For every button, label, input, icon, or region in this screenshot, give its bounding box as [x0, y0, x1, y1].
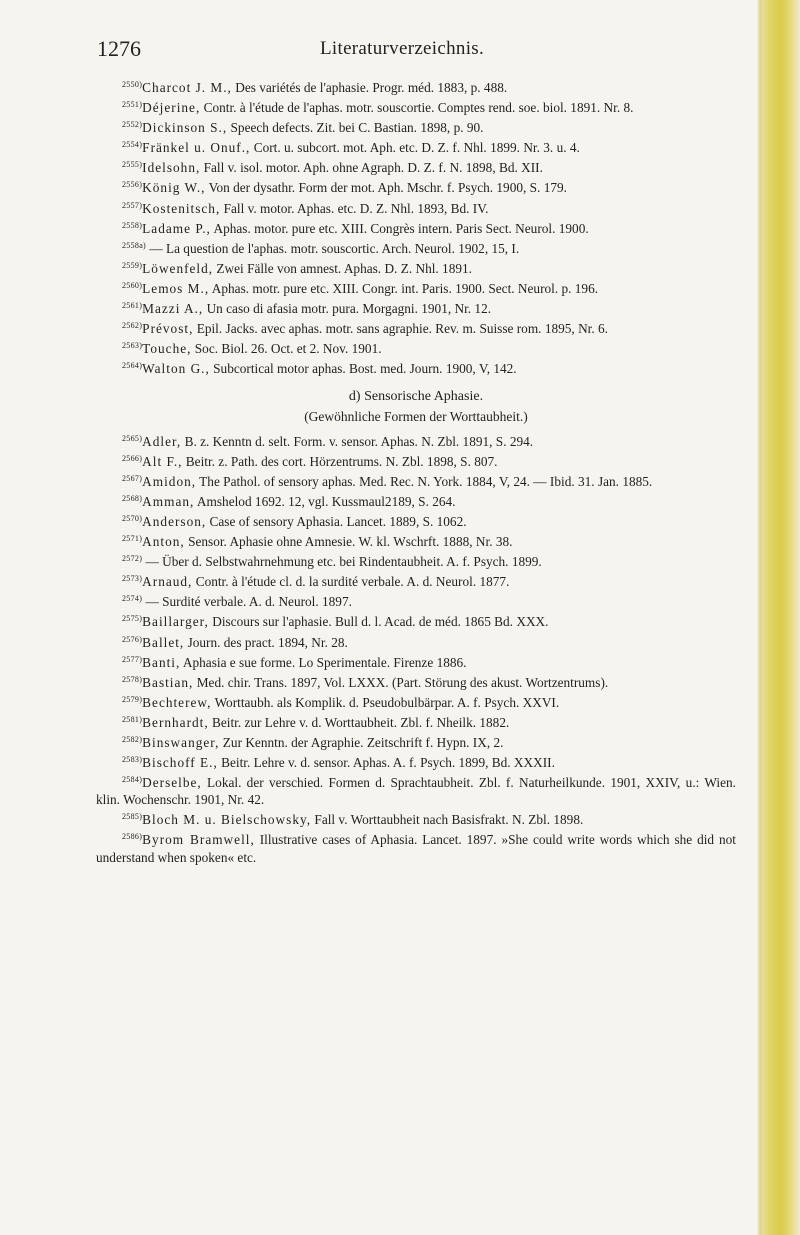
entry-author: Bischoff E., — [142, 755, 218, 771]
entry-number: 2565) — [122, 433, 143, 443]
bibliography-entry — [96, 470, 736, 490]
page-header — [0, 36, 760, 66]
entry-author: Mazzi A., — [142, 301, 204, 317]
bibliography-entry — [96, 691, 736, 711]
entry-number: 2558a) — [122, 240, 147, 250]
entry-number: 2574) — [122, 594, 143, 604]
entry-number: 2571) — [122, 534, 143, 544]
section-heading: d) Sensorische Aphasie. — [348, 389, 484, 405]
entry-author: Binswanger, — [142, 735, 220, 750]
entry-number: 2582) — [122, 735, 143, 744]
entry-text: Cort. u. subcort. mot. Aph. etc. D. Z. f. Nhl. 1899. Nr. 3. u. 4. — [250, 140, 580, 156]
entry-number: 2576) — [122, 634, 143, 644]
entry-author: Baillarger, — [142, 614, 209, 630]
entry-text: — La question de l'aphas. motr. souscortic. Arch. Neurol. 1902, 15, I. — [146, 240, 520, 256]
entry-number: 2567) — [122, 473, 143, 483]
bibliography-entry — [96, 631, 736, 651]
bibliography-entry — [96, 651, 736, 671]
bibliography-section-motor — [96, 76, 736, 377]
entry-author: Anton, — [142, 534, 185, 550]
bibliography-entry — [96, 450, 736, 470]
entry-number: 2581) — [122, 714, 143, 724]
entry-number: 2559) — [122, 260, 143, 270]
entry-author: Löwenfeld, — [142, 260, 214, 276]
bibliography-entry — [96, 217, 736, 237]
bibliography-entry — [96, 76, 736, 96]
entry-text: Fall v. isol. motor. Aph. ohne Agraph. D. Z. f. N. 1898, Bd. XII. — [200, 160, 543, 176]
entry-number: 2575) — [122, 614, 143, 624]
bibliography-entry — [96, 277, 736, 297]
entry-number: 2550) — [122, 80, 143, 89]
entry-number: 2566) — [122, 453, 143, 463]
bibliography-entry — [96, 176, 736, 196]
entry-text: Sensor. Aphasie ohne Amnesie. W. kl. Wschrft. 1888, Nr. 38. — [184, 534, 513, 550]
page-number: 1276 — [97, 36, 141, 61]
entry-number: 2554) — [122, 140, 143, 150]
entry-author: Ladame P., — [142, 220, 211, 236]
entry-text: The Pathol. of sensory aphas. Med. Rec. N. York. 1884, V, 24. — Ibid. 31. Jan. 1885. — [196, 473, 653, 489]
bibliography-entry — [96, 490, 736, 510]
entry-number: 2561) — [122, 301, 143, 311]
bibliography-entry — [96, 136, 736, 156]
bibliography-entry — [96, 771, 736, 808]
entry-text: B. z. Kenntn d. selt. Form. v. sensor. Aphas. N. Zbl. 1891, S. 294. — [181, 433, 534, 449]
entry-number: 2555) — [122, 160, 143, 170]
entry-author: Arnaud, — [142, 574, 193, 590]
entry-number: 2583) — [122, 755, 143, 765]
entry-number: 2564) — [122, 361, 143, 371]
entry-text: Journ. des pract. 1894, Nr. 28. — [184, 634, 348, 650]
entry-author: Banti, — [142, 654, 181, 670]
bibliography-entry — [96, 828, 736, 865]
entry-number: 2578) — [122, 674, 143, 684]
bibliography-entry — [96, 96, 736, 116]
bibliography-entry — [96, 116, 736, 136]
entry-author: Déjerine, — [142, 100, 201, 116]
entry-text: Speech defects. Zit. bei C. Bastian. 1898, p. 90. — [227, 120, 484, 136]
entry-text: Subcortical motor aphas. Bost. med. Journ. 1900, V, 142. — [209, 361, 517, 377]
entry-number: 2577) — [122, 654, 143, 664]
entry-text: — Über d. Selbstwahrnehmung etc. bei Rindentaubheit. A. f. Psych. 1899. — [142, 554, 542, 570]
bibliography-entry — [96, 156, 736, 176]
entry-text: Soc. Biol. 26. Oct. et 2. Nov. 1901. — [191, 341, 382, 357]
entry-number: 2579) — [122, 694, 143, 704]
entry-number: 2573) — [122, 574, 143, 584]
entry-number: 2586) — [122, 832, 143, 842]
entry-author: Alt F., — [142, 453, 183, 469]
entry-text: Lokal. der verschied. Formen d. Sprachtaubheit. Zbl. f. Naturheilkunde. 1901, XXIV, u.: Wien. klin. Wochenschr. 1901, Nr. 42. — [96, 775, 736, 808]
entry-author: Prévost, — [142, 321, 194, 337]
entry-text: Zur Kenntn. der Agraphie. Zeitschrift f. Hypn. IX, 2. — [219, 735, 504, 750]
entry-text: Illustrative cases of Aphasia. Lancet. 1897. »She could write words which she did not understand when spoken« etc. — [96, 832, 736, 865]
entry-author: Walton G., — [142, 361, 210, 377]
entry-text: Worttaubh. als Komplik. d. Pseudobulbärpar. A. f. Psych. XXVI. — [211, 694, 560, 710]
entry-author: Amman, — [142, 493, 195, 509]
entry-number: 2572) — [122, 554, 143, 564]
entry-author: Idelsohn, — [142, 160, 201, 176]
entry-number: 2585) — [122, 812, 143, 822]
bibliography-entry — [96, 808, 736, 828]
entry-author: Adler, — [142, 433, 182, 449]
bibliography-entry — [96, 297, 736, 317]
entry-number: 2556) — [122, 180, 143, 190]
bibliography-entry — [96, 317, 736, 337]
bibliography-entry — [96, 257, 736, 277]
bibliography-entry — [96, 610, 736, 630]
entry-text: Beitr. z. Path. des cort. Hörzentrums. N. Zbl. 1898, S. 807. — [182, 453, 498, 469]
bibliography-entry — [96, 671, 736, 691]
entry-text: Contr. à l'étude cl. d. la surdité verbale. A. d. Neurol. 1877. — [192, 574, 510, 590]
entry-author: Bloch M. u. Bielschowsky, — [142, 812, 312, 828]
entry-text: — Surdité verbale. A. d. Neurol. 1897. — [142, 594, 352, 610]
entry-author: Kostenitsch, — [142, 200, 221, 216]
entry-text: Beitr. zur Lehre v. d. Worttaubheit. Zbl. f. Nheilk. 1882. — [208, 714, 510, 730]
entry-text: Fall v. Worttaubheit nach Basisfrakt. N. Zbl. 1898. — [311, 812, 584, 828]
bibliography-section-sensory — [96, 430, 736, 866]
entry-number: 2558) — [122, 220, 143, 230]
bibliography-entry — [96, 711, 736, 731]
entry-text: Aphas. motor. pure etc. XIII. Congrès intern. Paris Sect. Neurol. 1900. — [210, 220, 589, 236]
bibliography-entry — [96, 510, 736, 530]
entry-author: Anderson, — [142, 513, 207, 529]
running-title: Literaturverzeichnis. — [320, 38, 485, 59]
entry-number: 2552) — [122, 120, 143, 130]
bibliography-entry — [96, 530, 736, 550]
entry-text: Epil. Jacks. avec aphas. motr. sans agraphie. Rev. m. Suisse rom. 1895, Nr. 6. — [193, 321, 608, 337]
bibliography-entry — [96, 337, 736, 357]
bibliography-entry — [96, 357, 736, 377]
entry-text: Med. chir. Trans. 1897, Vol. LXXX. (Part. Störung des akust. Wortzentrums). — [193, 674, 609, 690]
entry-text: Zwei Fälle von amnest. Aphas. D. Z. Nhl. 1891. — [213, 260, 472, 276]
entry-number: 2562) — [122, 321, 143, 331]
entry-author: Derselbe, — [142, 775, 202, 791]
page-edge-binding — [758, 0, 800, 1235]
entry-text: Contr. à l'étude de l'aphas. motr. souscortie. Comptes rend. soe. biol. 1891. Nr. 8. — [200, 100, 634, 116]
section-subheading: (Gewöhnliche Formen der Worttaubheit.) — [304, 408, 528, 424]
bibliography-entry — [96, 590, 736, 610]
entry-number: 2568) — [122, 493, 143, 503]
entry-author: Bernhardt, — [142, 714, 209, 730]
entry-author: Lemos M., — [142, 280, 210, 296]
entry-text: Aphasia e sue forme. Lo Sperimentale. Firenze 1886. — [180, 654, 467, 670]
entry-author: Bechterew, — [142, 694, 212, 710]
entry-author: Dickinson S., — [142, 120, 228, 136]
entry-text: Discours sur l'aphasie. Bull d. l. Acad. de méd. 1865 Bd. XXX. — [208, 614, 549, 630]
entry-text: Un caso di afasia motr. pura. Morgagni. 1901, Nr. 12. — [203, 301, 492, 317]
entry-number: 2551) — [122, 100, 143, 110]
bibliography-entry — [96, 197, 736, 217]
entry-author: König W., — [142, 180, 206, 196]
entry-number: 2563) — [122, 341, 143, 351]
entry-author: Ballet, — [142, 634, 185, 650]
entry-author: Byrom Bramwell, — [142, 832, 255, 848]
entry-text: Case of sensory Aphasia. Lancet. 1889, S. 1062. — [206, 513, 467, 529]
entry-number: 2557) — [122, 200, 143, 210]
page-edge-shadow — [756, 0, 762, 1235]
bibliography-entry — [96, 550, 736, 570]
entry-text: Beitr. Lehre v. d. sensor. Aphas. A. f. Psych. 1899, Bd. XXXII. — [217, 755, 555, 771]
bibliography-entry — [96, 751, 736, 771]
entry-text: Fall v. motor. Aphas. etc. D. Z. Nhl. 1893, Bd. IV. — [220, 200, 489, 216]
entry-number: 2570) — [122, 513, 143, 523]
entry-author: Touche, — [142, 341, 192, 357]
entry-text: Amshelod 1692. 12, vgl. Kussmaul2189, S. 264. — [194, 493, 456, 509]
entry-author: Fränkel u. Onuf., — [142, 140, 251, 156]
entry-author: Charcot J. M., — [142, 80, 232, 95]
entry-author: Amidon, — [142, 473, 197, 489]
bibliography-entry — [96, 731, 736, 751]
entry-number: 2560) — [122, 280, 143, 290]
entry-text: Des variétés de l'aphasie. Progr. méd. 1883, p. 488. — [231, 80, 508, 95]
bibliography-entry — [96, 237, 736, 257]
bibliography-list — [96, 76, 736, 866]
entry-author: Bastian, — [142, 674, 194, 690]
bibliography-entry — [96, 570, 736, 590]
entry-number: 2584) — [122, 775, 143, 785]
bibliography-entry — [96, 430, 736, 450]
entry-text: Von der dysathr. Form der mot. Aph. Mschr. f. Psych. 1900, S. 179. — [205, 180, 567, 196]
entry-text: Aphas. motr. pure etc. XIII. Congr. int. Paris. 1900. Sect. Neurol. p. 196. — [209, 280, 599, 296]
